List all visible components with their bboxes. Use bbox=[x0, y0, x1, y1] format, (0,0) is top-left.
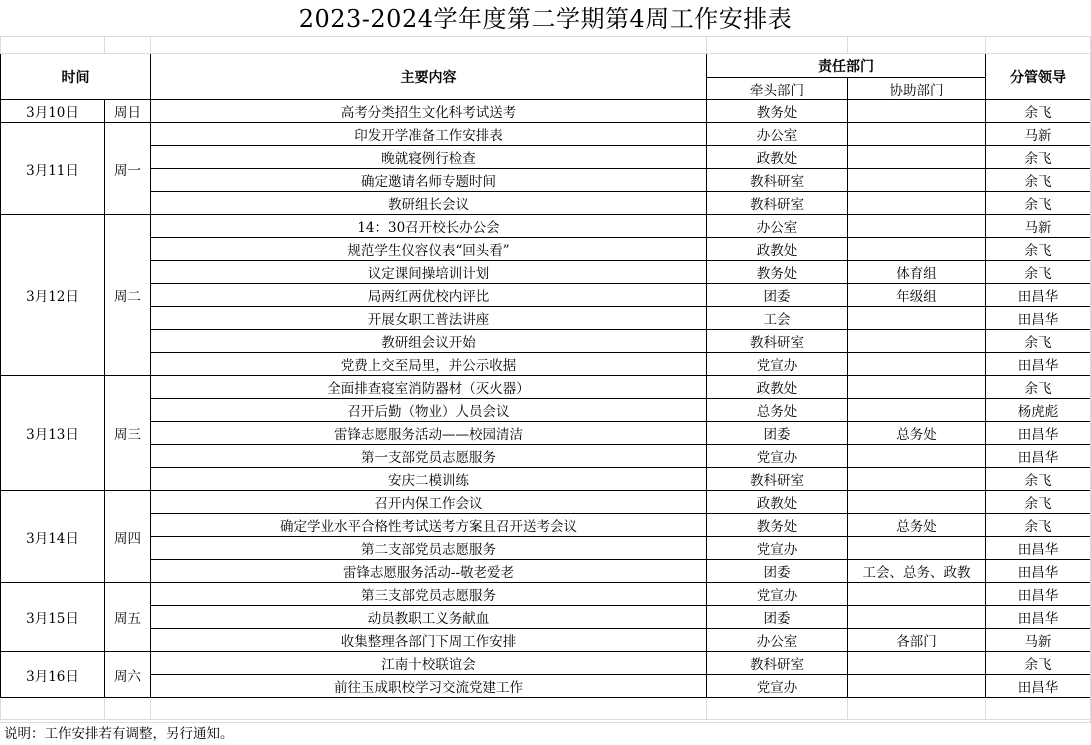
leader-cell[interactable]: 余飞 bbox=[986, 146, 1091, 169]
table-row bbox=[1, 514, 1091, 537]
content-cell[interactable]: 收集整理各部门下周工作安排 bbox=[151, 629, 707, 652]
lead-dept-cell[interactable]: 团委 bbox=[707, 606, 848, 629]
assist-dept-cell[interactable] bbox=[848, 399, 986, 422]
header-dept[interactable]: 责任部门 bbox=[707, 54, 986, 78]
lead-dept-cell[interactable]: 教科研室 bbox=[707, 330, 848, 353]
content-cell[interactable]: 第一支部党员志愿服务 bbox=[151, 445, 707, 468]
lead-dept-cell[interactable]: 教务处 bbox=[707, 514, 848, 537]
assist-dept-cell[interactable]: 各部门 bbox=[848, 629, 986, 652]
weekday-cell[interactable]: 周日 bbox=[105, 100, 151, 123]
leader-cell[interactable]: 余飞 bbox=[986, 192, 1091, 215]
assist-dept-cell[interactable] bbox=[848, 307, 986, 330]
lead-dept-cell[interactable]: 政教处 bbox=[707, 491, 848, 514]
spacer-row bbox=[1, 37, 1091, 54]
content-cell[interactable]: 召开后勤（物业）人员会议 bbox=[151, 399, 707, 422]
header-lead-dept[interactable]: 牵头部门 bbox=[707, 78, 848, 100]
table-row bbox=[1, 100, 1091, 123]
header-time[interactable]: 时间 bbox=[1, 54, 151, 100]
table-row bbox=[1, 215, 1091, 238]
date-cell[interactable]: 3月14日 bbox=[1, 491, 105, 583]
date-cell[interactable]: 3月15日 bbox=[1, 583, 105, 652]
date-cell[interactable]: 3月10日 bbox=[1, 100, 105, 123]
leader-cell[interactable]: 余飞 bbox=[986, 376, 1091, 399]
table-row bbox=[1, 169, 1091, 192]
leader-cell[interactable]: 田昌华 bbox=[986, 307, 1091, 330]
lead-dept-cell[interactable]: 团委 bbox=[707, 284, 848, 307]
header-content[interactable]: 主要内容 bbox=[151, 54, 707, 100]
lead-dept-cell[interactable]: 党宣办 bbox=[707, 583, 848, 606]
assist-dept-cell[interactable]: 体育组 bbox=[848, 261, 986, 284]
lead-dept-cell[interactable]: 办公室 bbox=[707, 629, 848, 652]
assist-dept-cell[interactable]: 年级组 bbox=[848, 284, 986, 307]
leader-cell[interactable]: 余飞 bbox=[986, 169, 1091, 192]
assist-dept-cell[interactable] bbox=[848, 169, 986, 192]
weekday-cell[interactable]: 周一 bbox=[105, 123, 151, 215]
content-cell[interactable]: 第三支部党员志愿服务 bbox=[151, 583, 707, 606]
assist-dept-cell[interactable] bbox=[848, 445, 986, 468]
assist-dept-cell[interactable] bbox=[848, 238, 986, 261]
lead-dept-cell[interactable]: 教科研室 bbox=[707, 169, 848, 192]
table-row bbox=[1, 583, 1091, 606]
header-row-1 bbox=[1, 54, 1091, 78]
table-row bbox=[1, 123, 1091, 146]
leader-cell[interactable]: 余飞 bbox=[986, 514, 1091, 537]
assist-dept-cell[interactable] bbox=[848, 100, 986, 123]
table-row bbox=[1, 445, 1091, 468]
lead-dept-cell[interactable]: 团委 bbox=[707, 560, 848, 583]
table-row bbox=[1, 629, 1091, 652]
empty-cell[interactable] bbox=[848, 698, 986, 720]
table-row bbox=[1, 376, 1091, 399]
content-cell[interactable]: 印发开学准备工作安排表 bbox=[151, 123, 707, 146]
content-cell[interactable]: 前往玉成职校学习交流党建工作 bbox=[151, 675, 707, 698]
leader-cell[interactable]: 田昌华 bbox=[986, 284, 1091, 307]
lead-dept-cell[interactable]: 办公室 bbox=[707, 215, 848, 238]
lead-dept-cell[interactable]: 教科研室 bbox=[707, 652, 848, 675]
leader-cell[interactable]: 余飞 bbox=[986, 330, 1091, 353]
table-row bbox=[1, 468, 1091, 491]
table-row bbox=[1, 537, 1091, 560]
date-cell[interactable]: 3月16日 bbox=[1, 652, 105, 698]
content-cell[interactable]: 教研组长会议 bbox=[151, 192, 707, 215]
leader-cell[interactable]: 余飞 bbox=[986, 468, 1091, 491]
leader-cell[interactable]: 余飞 bbox=[986, 491, 1091, 514]
content-cell[interactable]: 高考分类招生文化科考试送考 bbox=[151, 100, 707, 123]
lead-dept-cell[interactable]: 教务处 bbox=[707, 261, 848, 284]
table-row bbox=[1, 146, 1091, 169]
leader-cell[interactable]: 田昌华 bbox=[986, 560, 1091, 583]
content-cell[interactable]: 雷锋志愿服务活动--敬老爱老 bbox=[151, 560, 707, 583]
leader-cell[interactable]: 田昌华 bbox=[986, 445, 1091, 468]
assist-dept-cell[interactable] bbox=[848, 146, 986, 169]
empty-cell[interactable] bbox=[105, 698, 151, 720]
weekday-cell[interactable]: 周三 bbox=[105, 376, 151, 491]
leader-cell[interactable]: 马新 bbox=[986, 123, 1091, 146]
date-cell[interactable]: 3月12日 bbox=[1, 215, 105, 376]
content-cell[interactable]: 第二支部党员志愿服务 bbox=[151, 537, 707, 560]
assist-dept-cell[interactable] bbox=[848, 491, 986, 514]
content-cell[interactable]: 14：30召开校长办公会 bbox=[151, 215, 707, 238]
assist-dept-cell[interactable] bbox=[848, 583, 986, 606]
leader-cell[interactable]: 余飞 bbox=[986, 261, 1091, 284]
sheet-title: 2023-2024学年度第二学期第4周工作安排表 bbox=[298, 5, 793, 33]
assist-dept-cell[interactable] bbox=[848, 675, 986, 698]
header-leader[interactable]: 分管领导 bbox=[986, 54, 1091, 100]
content-cell[interactable]: 确定学业水平合格性考试送考方案且召开送考会议 bbox=[151, 514, 707, 537]
weekday-cell[interactable]: 周六 bbox=[105, 652, 151, 698]
table-row bbox=[1, 284, 1091, 307]
assist-dept-cell[interactable]: 工会、总务、政教 bbox=[848, 560, 986, 583]
assist-dept-cell[interactable] bbox=[848, 537, 986, 560]
lead-dept-cell[interactable]: 党宣办 bbox=[707, 445, 848, 468]
footnote[interactable]: 说明：工作安排若有调整，另行通知。 bbox=[0, 722, 1091, 744]
table-row bbox=[1, 330, 1091, 353]
lead-dept-cell[interactable]: 总务处 bbox=[707, 399, 848, 422]
content-cell[interactable]: 晚就寝例行检查 bbox=[151, 146, 707, 169]
assist-dept-cell[interactable] bbox=[848, 215, 986, 238]
weekday-cell[interactable]: 周五 bbox=[105, 583, 151, 652]
lead-dept-cell[interactable]: 政教处 bbox=[707, 376, 848, 399]
content-cell[interactable]: 教研组会议开始 bbox=[151, 330, 707, 353]
table-row bbox=[1, 399, 1091, 422]
table-row bbox=[1, 491, 1091, 514]
assist-dept-cell[interactable] bbox=[848, 652, 986, 675]
table-row bbox=[1, 353, 1091, 376]
assist-dept-cell[interactable] bbox=[848, 330, 986, 353]
leader-cell[interactable]: 余飞 bbox=[986, 238, 1091, 261]
leader-cell[interactable]: 田昌华 bbox=[986, 422, 1091, 445]
leader-cell[interactable]: 余飞 bbox=[986, 652, 1091, 675]
table-row bbox=[1, 652, 1091, 675]
content-cell[interactable]: 安庆二模训练 bbox=[151, 468, 707, 491]
leader-cell[interactable]: 田昌华 bbox=[986, 353, 1091, 376]
empty-cell[interactable] bbox=[151, 698, 707, 720]
schedule-table bbox=[0, 36, 1091, 720]
table-row bbox=[1, 192, 1091, 215]
table-row bbox=[1, 238, 1091, 261]
leader-cell[interactable]: 田昌华 bbox=[986, 675, 1091, 698]
assist-dept-cell[interactable] bbox=[848, 376, 986, 399]
assist-dept-cell[interactable] bbox=[848, 606, 986, 629]
lead-dept-cell[interactable]: 政教处 bbox=[707, 146, 848, 169]
table-row bbox=[1, 606, 1091, 629]
lead-dept-cell[interactable]: 教科研室 bbox=[707, 192, 848, 215]
lead-dept-cell[interactable]: 党宣办 bbox=[707, 353, 848, 376]
assist-dept-cell[interactable]: 总务处 bbox=[848, 514, 986, 537]
lead-dept-cell[interactable]: 办公室 bbox=[707, 123, 848, 146]
table-row bbox=[1, 675, 1091, 698]
table-row bbox=[1, 560, 1091, 583]
content-cell[interactable]: 开展女职工普法讲座 bbox=[151, 307, 707, 330]
weekday-cell[interactable]: 周二 bbox=[105, 215, 151, 376]
leader-cell[interactable]: 马新 bbox=[986, 215, 1091, 238]
assist-dept-cell[interactable]: 总务处 bbox=[848, 422, 986, 445]
content-cell[interactable]: 全面排查寝室消防器材（灭火器） bbox=[151, 376, 707, 399]
empty-cell[interactable] bbox=[986, 698, 1091, 720]
empty-cell[interactable] bbox=[707, 698, 848, 720]
table-row bbox=[1, 422, 1091, 445]
weekday-cell[interactable]: 周四 bbox=[105, 491, 151, 583]
leader-cell[interactable]: 杨虎彪 bbox=[986, 399, 1091, 422]
leader-cell[interactable]: 田昌华 bbox=[986, 537, 1091, 560]
content-cell[interactable]: 动员教职工义务献血 bbox=[151, 606, 707, 629]
content-cell[interactable]: 党费上交至局里，并公示收据 bbox=[151, 353, 707, 376]
content-cell[interactable]: 雷锋志愿服务活动——校园清洁 bbox=[151, 422, 707, 445]
leader-cell[interactable]: 马新 bbox=[986, 629, 1091, 652]
content-cell[interactable]: 江南十校联谊会 bbox=[151, 652, 707, 675]
lead-dept-cell[interactable]: 工会 bbox=[707, 307, 848, 330]
lead-dept-cell[interactable]: 教科研室 bbox=[707, 468, 848, 491]
content-cell[interactable]: 召开内保工作会议 bbox=[151, 491, 707, 514]
assist-dept-cell[interactable] bbox=[848, 123, 986, 146]
content-cell[interactable]: 确定邀请名师专题时间 bbox=[151, 169, 707, 192]
lead-dept-cell[interactable]: 政教处 bbox=[707, 238, 848, 261]
assist-dept-cell[interactable] bbox=[848, 468, 986, 491]
empty-row bbox=[1, 698, 1091, 720]
empty-cell[interactable] bbox=[1, 698, 105, 720]
leader-cell[interactable]: 余飞 bbox=[986, 100, 1091, 123]
leader-cell[interactable]: 田昌华 bbox=[986, 583, 1091, 606]
content-cell[interactable]: 规范学生仪容仪表“回头看” bbox=[151, 238, 707, 261]
leader-cell[interactable]: 田昌华 bbox=[986, 606, 1091, 629]
content-cell[interactable]: 局两红两优校内评比 bbox=[151, 284, 707, 307]
header-assist-dept[interactable]: 协助部门 bbox=[848, 78, 986, 100]
assist-dept-cell[interactable] bbox=[848, 192, 986, 215]
date-cell[interactable]: 3月11日 bbox=[1, 123, 105, 215]
lead-dept-cell[interactable]: 党宣办 bbox=[707, 537, 848, 560]
assist-dept-cell[interactable] bbox=[848, 353, 986, 376]
lead-dept-cell[interactable]: 团委 bbox=[707, 422, 848, 445]
lead-dept-cell[interactable]: 党宣办 bbox=[707, 675, 848, 698]
table-row bbox=[1, 307, 1091, 330]
content-cell[interactable]: 议定课间操培训计划 bbox=[151, 261, 707, 284]
table-row bbox=[1, 261, 1091, 284]
date-cell[interactable]: 3月13日 bbox=[1, 376, 105, 491]
lead-dept-cell[interactable]: 教务处 bbox=[707, 100, 848, 123]
